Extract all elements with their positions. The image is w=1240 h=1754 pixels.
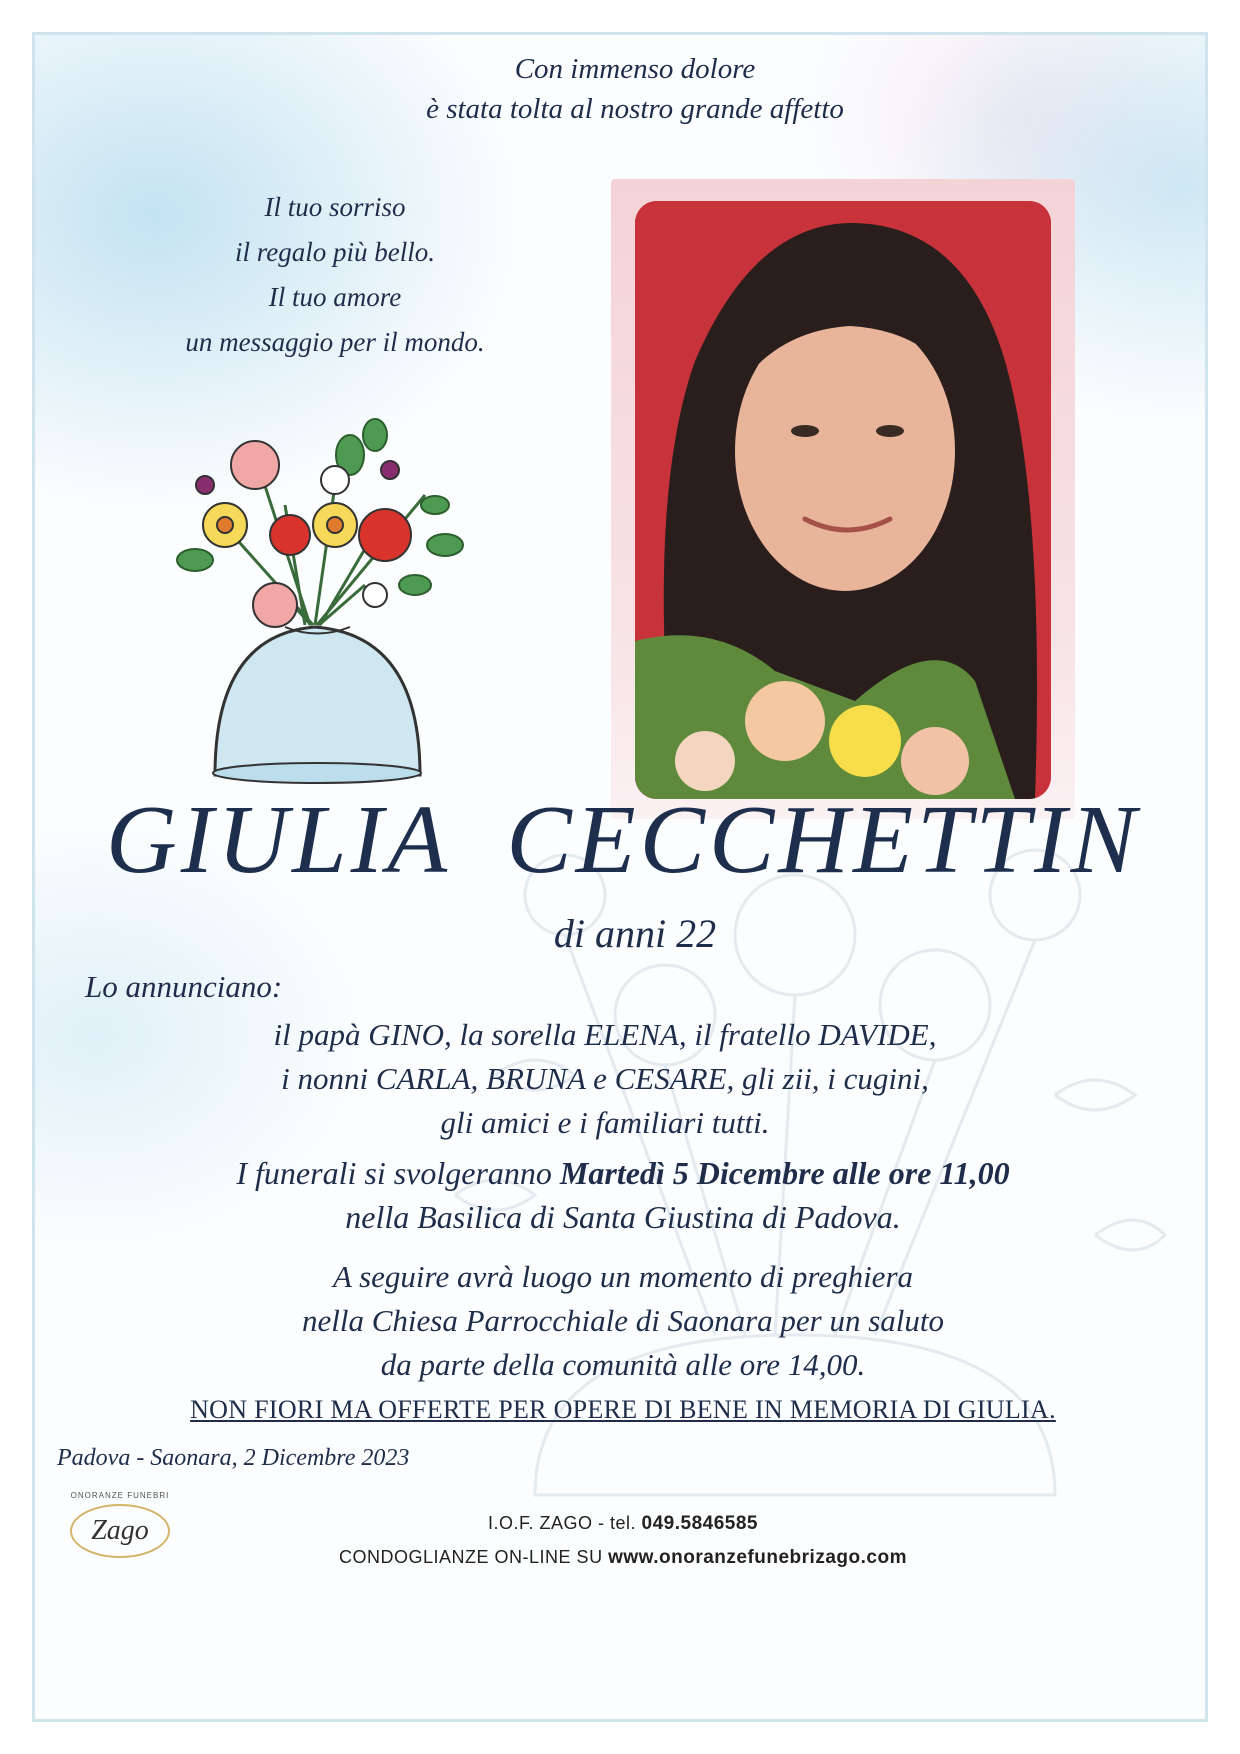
age: di anni 22 [553, 911, 717, 956]
prayer-line: da parte della comunità alle ore 14,00. [380, 1347, 866, 1382]
header-line-1: Con immenso dolore [514, 53, 756, 85]
deceased-name: GIULIA CECCHETTIN [105, 786, 1140, 894]
logo-name: Zago [70, 1504, 170, 1558]
announce-label: Lo annunciano: [85, 969, 283, 1004]
poem-line: un messaggio per il mondo. [185, 327, 485, 357]
funeral-line-1 [85, 1151, 1161, 1195]
header-line-2: è stata tolta al nostro grande affetto [426, 93, 844, 125]
prayer-line: A seguire avrà luogo un momento di preghiera [332, 1259, 914, 1294]
prayer-line: nella Chiesa Parrocchiale di Saonara per un saluto [301, 1303, 945, 1338]
logo-subtitle: ONORANZE FUNEBRI [70, 1491, 170, 1500]
funeral-line-2: nella Basilica di Santa Giustina di Padova. [345, 1199, 901, 1235]
donation-notice: NON FIORI MA OFFERTE PER OPERE DI BENE IN MEMORIA DI GIULIA. [190, 1395, 1056, 1424]
header-text [285, 49, 985, 129]
flower-vase-illustration [135, 395, 495, 795]
funeral-info [85, 1151, 1161, 1239]
obituary-card [32, 32, 1208, 1722]
poem-line: Il tuo sorriso [264, 192, 406, 222]
announce-list [185, 1013, 1025, 1145]
condolences-prefix: CONDOGLIANZE ON-LINE SU [339, 1547, 603, 1567]
announce-line: il papà GINO, la sorella ELENA, il fratello DAVIDE, [273, 1017, 937, 1052]
poem-line: il regalo più bello. [235, 237, 435, 267]
poem [115, 185, 555, 365]
portrait-photo [635, 201, 1051, 799]
funeral-home-logo [65, 1491, 175, 1571]
announce-line: i nonni CARLA, BRUNA e CESARE, gli zii, i cugini, [281, 1061, 929, 1096]
phone-number: 049.5846585 [641, 1513, 758, 1534]
prayer-info [135, 1255, 1111, 1387]
announce-line: gli amici e i familiari tutti. [440, 1105, 770, 1140]
footer-condolences [185, 1547, 1061, 1569]
funeral-date: Martedì 5 Dicembre alle ore 11,00 [559, 1155, 1010, 1191]
place-date: Padova - Saonara, 2 Dicembre 2023 [57, 1445, 410, 1471]
footer-contact [235, 1513, 1011, 1535]
website-link[interactable]: www.onoranzefunebrizago.com [608, 1547, 907, 1568]
funeral-prefix: I funerali si svolgeranno [236, 1155, 560, 1191]
poem-line: Il tuo amore [268, 282, 402, 312]
contact-prefix: I.O.F. ZAGO - tel. [488, 1513, 637, 1533]
